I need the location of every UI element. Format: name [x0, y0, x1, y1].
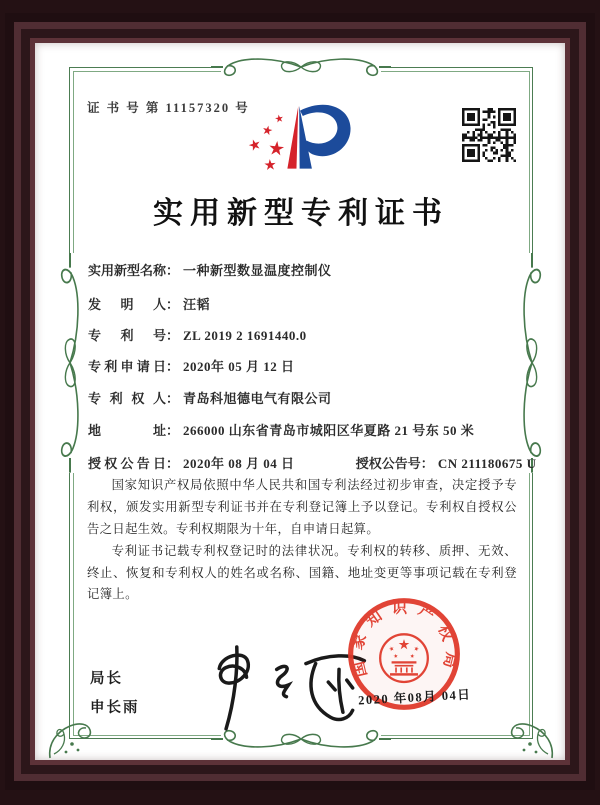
- legal-text: [87, 475, 517, 606]
- seal-text: 国家知识产权局: [348, 599, 460, 679]
- field-label: 实用新型名称: [88, 263, 167, 278]
- field-pair: [88, 456, 295, 471]
- field-row: [88, 325, 518, 344]
- certificate-number: 证 书 号 第 11157320 号: [87, 101, 250, 115]
- field-row: [88, 388, 518, 407]
- field-label: 授权公告号: [355, 456, 421, 471]
- scroll-flourish-left-icon: [57, 253, 83, 473]
- director-title: 局长: [90, 671, 123, 687]
- cnipa-logo-icon: [242, 94, 360, 178]
- director-block: [90, 665, 140, 723]
- field-row: [88, 260, 518, 279]
- field-row: [88, 294, 518, 313]
- colon: ：: [166, 359, 180, 374]
- grant-publication-date: 2020年 08 月 04 日: [183, 456, 295, 471]
- utility-model-name: 一种新型数显温度控制仪: [183, 263, 332, 278]
- colon: ：: [166, 263, 180, 278]
- field-label: 专利权人: [88, 391, 166, 406]
- director-name: 申长雨: [90, 700, 140, 716]
- legal-paragraph-1: 国家知识产权局依照中华人民共和国专利法经过初步审查，决定授予专利权，颁发实用新型专利证书并在专利登记簿上予以登记。专利权自授权公告之日起生效。专利权期限为十年，自申请日起算。: [87, 478, 517, 536]
- colon: ：: [166, 456, 180, 471]
- colon: ：: [166, 391, 180, 406]
- colon: ：: [166, 297, 180, 312]
- patentee-name: 青岛科旭德电气有限公司: [183, 391, 332, 406]
- green-border: [69, 67, 537, 739]
- field-row: [88, 356, 518, 375]
- field-row: [88, 453, 537, 472]
- grant-publication-number: CN 211180675 U: [437, 456, 537, 471]
- field-pair: [356, 456, 537, 471]
- qr-code: [462, 108, 516, 162]
- field-label: 专利申请日: [88, 359, 166, 374]
- field-label: 发明人: [88, 297, 166, 312]
- colon: ：: [420, 456, 434, 471]
- field-row: [88, 420, 518, 439]
- field-label: 授权公告日: [88, 456, 166, 471]
- field-label: 专利号: [88, 328, 166, 343]
- application-date: 2020年 05 月 12 日: [183, 359, 295, 374]
- field-label: 地址: [88, 423, 166, 438]
- patentee-address: 266000 山东省青岛市城阳区华夏路 21 号东 50 米: [183, 423, 475, 438]
- certificate-paper: [35, 43, 565, 760]
- leaf-flourish-bottom-right-icon: [504, 710, 560, 766]
- scroll-flourish-top-icon: [211, 54, 391, 80]
- legal-paragraph-2: 专利证书记载专利权登记时的法律状况。专利权的转移、质押、无效、终止、恢复和专利权人的姓名或名称、国籍、地址变更等事项记载在专利登记簿上。: [87, 543, 517, 602]
- scroll-flourish-right-icon: [519, 253, 545, 473]
- patent-number: ZL 2019 2 1691440.0: [183, 328, 307, 343]
- certificate-title: 实用新型专利证书: [153, 197, 449, 230]
- seal-date: 2020 年08月 04日: [357, 687, 472, 708]
- colon: ：: [166, 423, 180, 438]
- inventor-name: 汪韬: [183, 297, 211, 312]
- colon: ：: [166, 328, 180, 343]
